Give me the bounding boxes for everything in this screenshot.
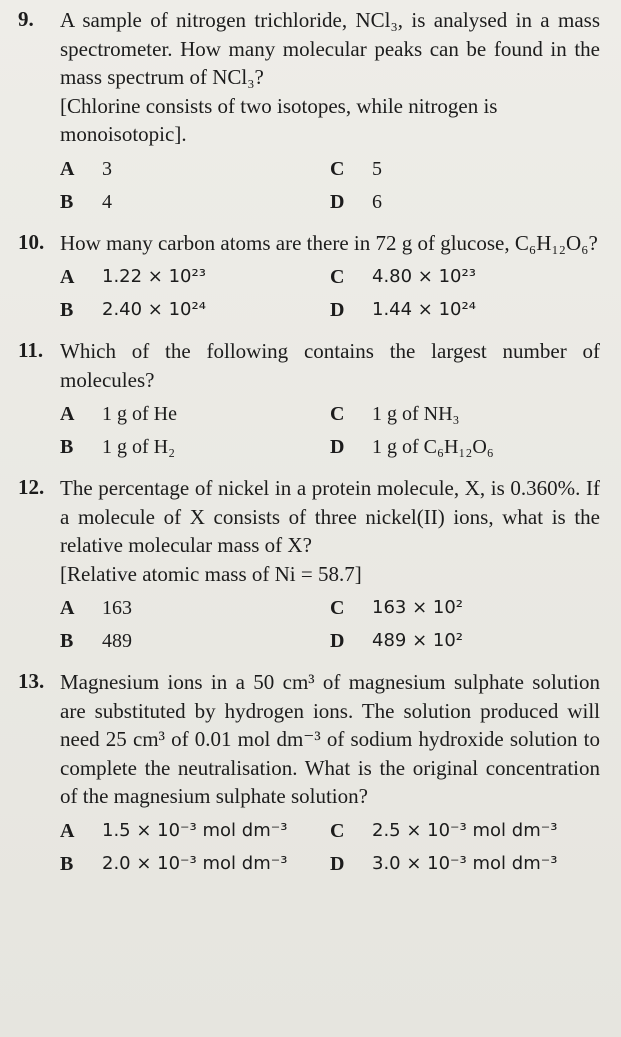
question-13 [18,668,611,881]
option-d[interactable] [330,299,600,322]
option-b[interactable] [60,853,330,876]
question-11 [18,337,611,464]
option-letter: D [330,630,345,652]
option-value: 163 [102,597,132,619]
option-d[interactable] [330,853,600,876]
option-value: 3 [102,157,112,180]
question-number: 13. [18,669,45,693]
option-c[interactable] [330,266,600,289]
option-letter: D [330,852,345,875]
option-value: 5 [372,157,382,180]
option-value: 1 g of NH₃ [372,403,460,425]
options [60,398,611,464]
option-value: 2.0 × 10⁻³ mol dm⁻³ [102,852,288,874]
option-letter: B [60,190,74,213]
option-c[interactable] [330,820,600,843]
question-text: The percentage of nickel in a protein molecule, X, is 0.360%. If a molecule of X consists of three nickel(II) ions, what is the relative molecular mass of X? [60,476,600,557]
option-a[interactable] [60,820,330,843]
option-letter: B [60,852,74,875]
question-number: 9. [18,7,34,31]
option-value: 4.80 × 10²³ [372,266,476,287]
option-value: 2.5 × 10⁻³ mol dm⁻³ [372,819,558,841]
option-b[interactable] [60,191,330,214]
option-letter: C [330,819,345,842]
question-note: [Chlorine consists of two isotopes, while nitrogen is monoisotopic]. [60,93,498,146]
option-letter: A [60,266,75,288]
question-number: 11. [18,338,44,362]
options [60,815,611,881]
options [60,153,611,219]
option-letter: D [330,299,345,321]
option-letter: C [330,403,345,425]
option-letter: B [60,630,74,652]
option-letter: A [60,403,75,425]
option-b[interactable] [60,299,330,322]
option-value: 3.0 × 10⁻³ mol dm⁻³ [372,852,558,874]
option-c[interactable] [330,158,600,181]
option-letter: A [60,597,75,619]
option-value: 4 [102,190,112,213]
option-b[interactable] [60,630,330,653]
option-value: 1.44 × 10²⁴ [372,299,476,320]
option-letter: C [330,266,345,288]
option-letter: B [60,299,74,321]
option-letter: B [60,436,74,458]
option-c[interactable] [330,597,600,620]
option-letter: A [60,819,75,842]
option-value: 1.5 × 10⁻³ mol dm⁻³ [102,819,288,841]
option-value: 489 × 10² [372,630,464,651]
option-value: 163 × 10² [372,597,464,618]
question-note: [Relative atomic mass of Ni = 58.7] [60,561,362,586]
option-a[interactable] [60,158,330,181]
option-value: 1.22 × 10²³ [102,266,206,287]
option-c[interactable] [330,403,600,426]
option-a[interactable] [60,403,330,426]
option-value: 489 [102,630,132,652]
option-b[interactable] [60,436,330,459]
options [60,592,611,658]
question-9 [18,6,611,219]
question-number: 12. [18,475,45,499]
question-text: A sample of nitrogen trichloride, NCl₃, is analysed in a mass spectrometer. How many molecular peaks can be found in the mass spectrum of NCl₃? [60,8,600,89]
option-letter: A [60,157,75,180]
option-d[interactable] [330,191,600,214]
option-a[interactable] [60,597,330,620]
option-value: 1 g of He [102,403,177,425]
option-value: 1 g of C₆H₁₂O₆ [372,436,494,458]
option-letter: D [330,436,345,458]
option-d[interactable] [330,630,600,653]
option-value: 1 g of H₂ [102,436,176,458]
options [60,261,611,327]
question-text: Magnesium ions in a 50 cm³ of magnesium sulphate solution are substituted by hydrogen ions. The solution produced will need 25 cm³ of 0.01 mol dm⁻³ of sodium hydroxide solution to complete the neutralisation. What is the original concentration of the magnesium sulphate solution? [60,670,600,808]
option-a[interactable] [60,266,330,289]
question-number: 10. [18,229,45,254]
option-d[interactable] [330,436,600,459]
option-letter: C [330,597,345,619]
option-value: 6 [372,190,382,213]
question-text: Which of the following contains the largest number of molecules? [60,339,600,392]
question-12 [18,474,611,658]
option-value: 2.40 × 10²⁴ [102,299,206,320]
question-10 [18,229,611,328]
option-letter: C [330,157,345,180]
question-text: How many carbon atoms are there in 72 g of glucose, C₆H₁₂O₆? [60,230,598,255]
option-letter: D [330,190,345,213]
